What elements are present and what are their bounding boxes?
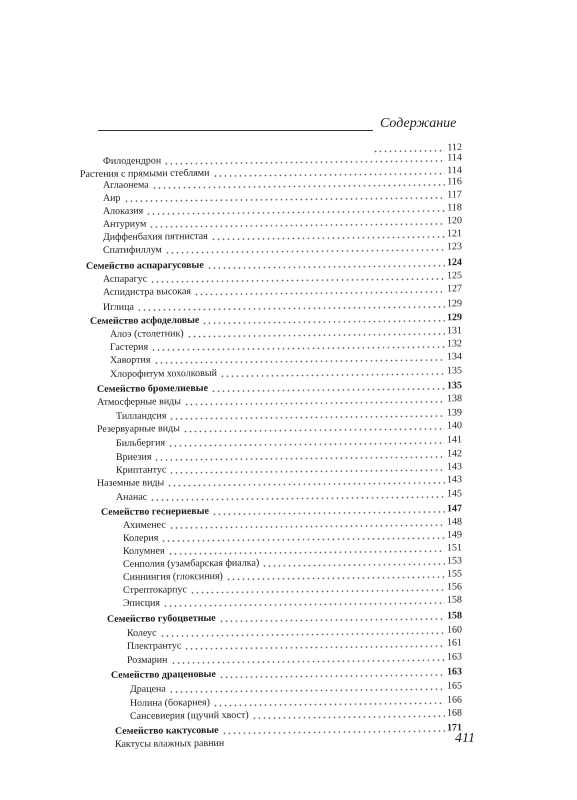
toc-entry-page: 118 bbox=[447, 202, 462, 214]
toc-entry-title: Розмарин bbox=[126, 654, 168, 667]
toc-entry bbox=[127, 637, 462, 653]
toc-entry-title: Плектрантус bbox=[126, 640, 182, 653]
dot-leader bbox=[153, 358, 444, 364]
toc-entry-page: 151 bbox=[446, 542, 462, 554]
toc-entry-page: 165 bbox=[446, 680, 462, 692]
dot-leader bbox=[168, 550, 445, 556]
toc-entry-title: Вриезия bbox=[115, 451, 152, 464]
toc-entry-title: Наземные виды bbox=[96, 477, 165, 490]
dot-leader bbox=[211, 235, 445, 240]
toc-entry-page: 161 bbox=[446, 637, 462, 649]
toc-entry-title: Семейство кактусовые bbox=[114, 724, 219, 738]
toc-entry-page: 129 bbox=[446, 312, 462, 324]
toc-entry-title: Атмосферные виды bbox=[96, 396, 182, 409]
toc-entry-page: 141 bbox=[446, 434, 462, 446]
toc-entry-page: 155 bbox=[446, 568, 462, 580]
toc-entry-page: 140 bbox=[446, 420, 462, 432]
toc-entry-page: 125 bbox=[446, 270, 462, 282]
toc-family-heading bbox=[111, 666, 462, 682]
toc-entry-title: Хлорофитум хохолковый bbox=[109, 367, 217, 381]
toc-entry-title: Хавортия bbox=[109, 354, 151, 367]
dot-leader bbox=[169, 415, 445, 421]
toc-entry-page: 163 bbox=[446, 651, 462, 663]
toc-entry-page: 116 bbox=[447, 176, 462, 188]
toc-entry-page: 160 bbox=[446, 624, 462, 636]
dot-leader bbox=[190, 589, 445, 595]
toc-entry-page: 120 bbox=[446, 215, 462, 227]
toc-entry bbox=[123, 594, 462, 610]
toc-entry-title: Филодендрон bbox=[102, 155, 162, 168]
toc-family-heading bbox=[115, 722, 462, 738]
dot-leader bbox=[252, 715, 445, 720]
dot-leader bbox=[187, 332, 445, 338]
dot-leader bbox=[152, 183, 446, 189]
dot-leader bbox=[183, 427, 445, 433]
toc-entry-page: 131 bbox=[446, 325, 462, 337]
dot-leader bbox=[164, 159, 445, 165]
toc-entry bbox=[110, 351, 462, 367]
dot-leader bbox=[226, 576, 445, 581]
toc-entry-page: 123 bbox=[446, 241, 462, 253]
dot-leader bbox=[124, 196, 446, 202]
toc-entry-title: Антуриум bbox=[102, 218, 147, 231]
toc-entry-title: Колумнея bbox=[122, 545, 165, 558]
dot-leader bbox=[212, 510, 445, 515]
toc-entry-title: Семейство асфоделовые bbox=[89, 314, 200, 328]
toc-entry-page: 124 bbox=[446, 257, 462, 269]
toc-entry bbox=[103, 298, 462, 314]
toc-entry-title: Драцена bbox=[129, 683, 166, 696]
toc-entry-page: 168 bbox=[446, 707, 462, 719]
toc-entry bbox=[130, 708, 462, 723]
dot-leader bbox=[146, 209, 445, 215]
dot-leader bbox=[211, 387, 445, 392]
dot-leader bbox=[137, 305, 445, 311]
dot-leader bbox=[169, 469, 445, 475]
toc-entry-page: 158 bbox=[446, 610, 462, 622]
toc-entry-title: Аспарагус bbox=[102, 273, 148, 286]
dot-leader bbox=[184, 400, 445, 406]
toc-entry-page: 117 bbox=[447, 189, 462, 201]
toc-entry-title: Спатифиллум bbox=[102, 244, 162, 257]
toc-entry-page: 135 bbox=[446, 365, 462, 377]
toc-entry-title: Стрептокарпус bbox=[122, 584, 187, 597]
toc-entry bbox=[127, 651, 462, 667]
toc-entry-page: 147 bbox=[446, 503, 462, 515]
toc-entry-title: Семейство драценовые bbox=[110, 668, 216, 682]
toc-entry-title: Ананас bbox=[115, 491, 148, 504]
toc-entry-page: 121 bbox=[446, 228, 462, 240]
dot-leader bbox=[154, 456, 445, 462]
toc-entry-page: 139 bbox=[446, 407, 462, 419]
dot-leader bbox=[169, 688, 445, 694]
toc-entry-title: Растения с прямыми стеблями bbox=[79, 167, 210, 181]
toc-entry-title: Ахименес bbox=[122, 519, 166, 532]
toc-entry-page: 148 bbox=[446, 516, 462, 528]
toc-entry-page: 114 bbox=[447, 165, 462, 177]
toc-entry-title: Алоэ (столетник) bbox=[109, 328, 184, 341]
toc-entry-page: 132 bbox=[446, 338, 462, 350]
toc-entry-page: 149 bbox=[446, 529, 462, 541]
toc-entry-title: Кактусы влажных равнин bbox=[114, 737, 225, 751]
toc-entry-page: 112 bbox=[447, 142, 462, 154]
toc-entry-page: 153 bbox=[446, 555, 462, 567]
toc-entry-title: Колерия bbox=[122, 532, 159, 545]
toc-entry-page: 156 bbox=[446, 581, 462, 593]
toc-entry bbox=[97, 474, 462, 490]
dot-leader bbox=[207, 264, 445, 269]
toc-family-heading bbox=[107, 610, 462, 626]
toc-entry-page: 171 bbox=[446, 722, 462, 734]
toc-entry-page: 142 bbox=[446, 448, 462, 460]
dot-leader bbox=[222, 730, 445, 735]
toc-entry-title: Семейство геснериевые bbox=[100, 505, 209, 519]
dot-leader bbox=[150, 496, 445, 502]
toc-entry-title: Эписция bbox=[122, 597, 161, 610]
toc-entry-title: Семейство губоцветные bbox=[106, 612, 216, 626]
toc-entry bbox=[103, 283, 462, 299]
running-header-title: Содержание bbox=[380, 116, 457, 131]
toc-entry-title: Синнингия (глоксиния) bbox=[122, 570, 223, 584]
toc-entry-page: 143 bbox=[446, 474, 462, 486]
toc-entry bbox=[97, 420, 462, 436]
toc-entry bbox=[97, 393, 462, 409]
toc-entry bbox=[110, 365, 462, 381]
page-number: 411 bbox=[455, 731, 475, 746]
toc-entry-page: 163 bbox=[446, 666, 462, 678]
dot-leader bbox=[163, 602, 445, 608]
toc-entry-title: Семейство аспарагусовые bbox=[85, 259, 204, 273]
dot-leader bbox=[167, 481, 445, 487]
toc-entry-page: 129 bbox=[446, 298, 462, 310]
toc-entry-title: Диффенбахия пятнистая bbox=[102, 230, 208, 244]
dot-leader bbox=[194, 290, 445, 296]
toc-entry-page: 158 bbox=[446, 594, 462, 606]
toc-entry-page: 166 bbox=[446, 694, 462, 706]
toc-entry-title: Алоказия bbox=[102, 205, 144, 218]
toc-entry-page: 135 bbox=[446, 380, 462, 392]
toc-entry bbox=[103, 241, 462, 257]
dot-leader bbox=[151, 345, 445, 351]
dot-leader bbox=[150, 277, 445, 283]
dot-leader bbox=[202, 319, 445, 325]
toc-entry-page: 138 bbox=[446, 393, 462, 405]
toc-entry-title: Иглица bbox=[102, 301, 134, 314]
toc-entry-title: Аир bbox=[102, 192, 121, 205]
dot-leader bbox=[149, 222, 445, 228]
toc-entry-title: Криптантус bbox=[115, 464, 167, 477]
dot-leader bbox=[262, 563, 445, 568]
toc-entry-page: 127 bbox=[446, 283, 462, 295]
toc-entry bbox=[116, 488, 462, 504]
toc-entry-title: Семейство бромелиевые bbox=[96, 382, 209, 396]
dot-leader bbox=[170, 659, 444, 665]
toc-entry-title: Колеус bbox=[126, 627, 157, 640]
toc-entry-page: 143 bbox=[446, 461, 462, 473]
dot-leader bbox=[169, 524, 445, 530]
toc-entry-title: Сенполия (узамбарская фиалка) bbox=[122, 557, 260, 571]
toc-entry bbox=[116, 434, 462, 450]
dot-leader bbox=[213, 702, 445, 707]
dot-leader bbox=[165, 248, 445, 254]
dot-leader bbox=[184, 645, 445, 651]
dot-leader bbox=[220, 372, 445, 377]
dot-leader bbox=[160, 632, 445, 638]
dot-leader bbox=[161, 537, 445, 543]
toc-entry bbox=[130, 681, 462, 696]
dot-leader bbox=[168, 442, 445, 448]
dot-leader bbox=[219, 617, 445, 622]
toc-entry bbox=[115, 738, 224, 751]
dot-leader bbox=[219, 674, 445, 679]
toc-entry-page: 114 bbox=[447, 152, 462, 164]
toc-entry-title: Аглаонема bbox=[102, 179, 149, 192]
toc-entry-title: Аспидистра высокая bbox=[102, 286, 192, 299]
toc-entry-title: Нолина (бокарнея) bbox=[129, 697, 211, 710]
toc-entry-page: 134 bbox=[446, 351, 462, 363]
toc-entry-title: Гастерия bbox=[109, 341, 149, 354]
toc-entry-title: Сансевиерия (щучий хвост) bbox=[129, 709, 249, 723]
toc-entry-title: Резервуарные виды bbox=[96, 423, 180, 436]
toc-entry-title: Бильбергия bbox=[115, 437, 166, 450]
toc-entry-page: 145 bbox=[446, 488, 462, 500]
toc-entry-title: Тилландсия bbox=[115, 410, 167, 423]
